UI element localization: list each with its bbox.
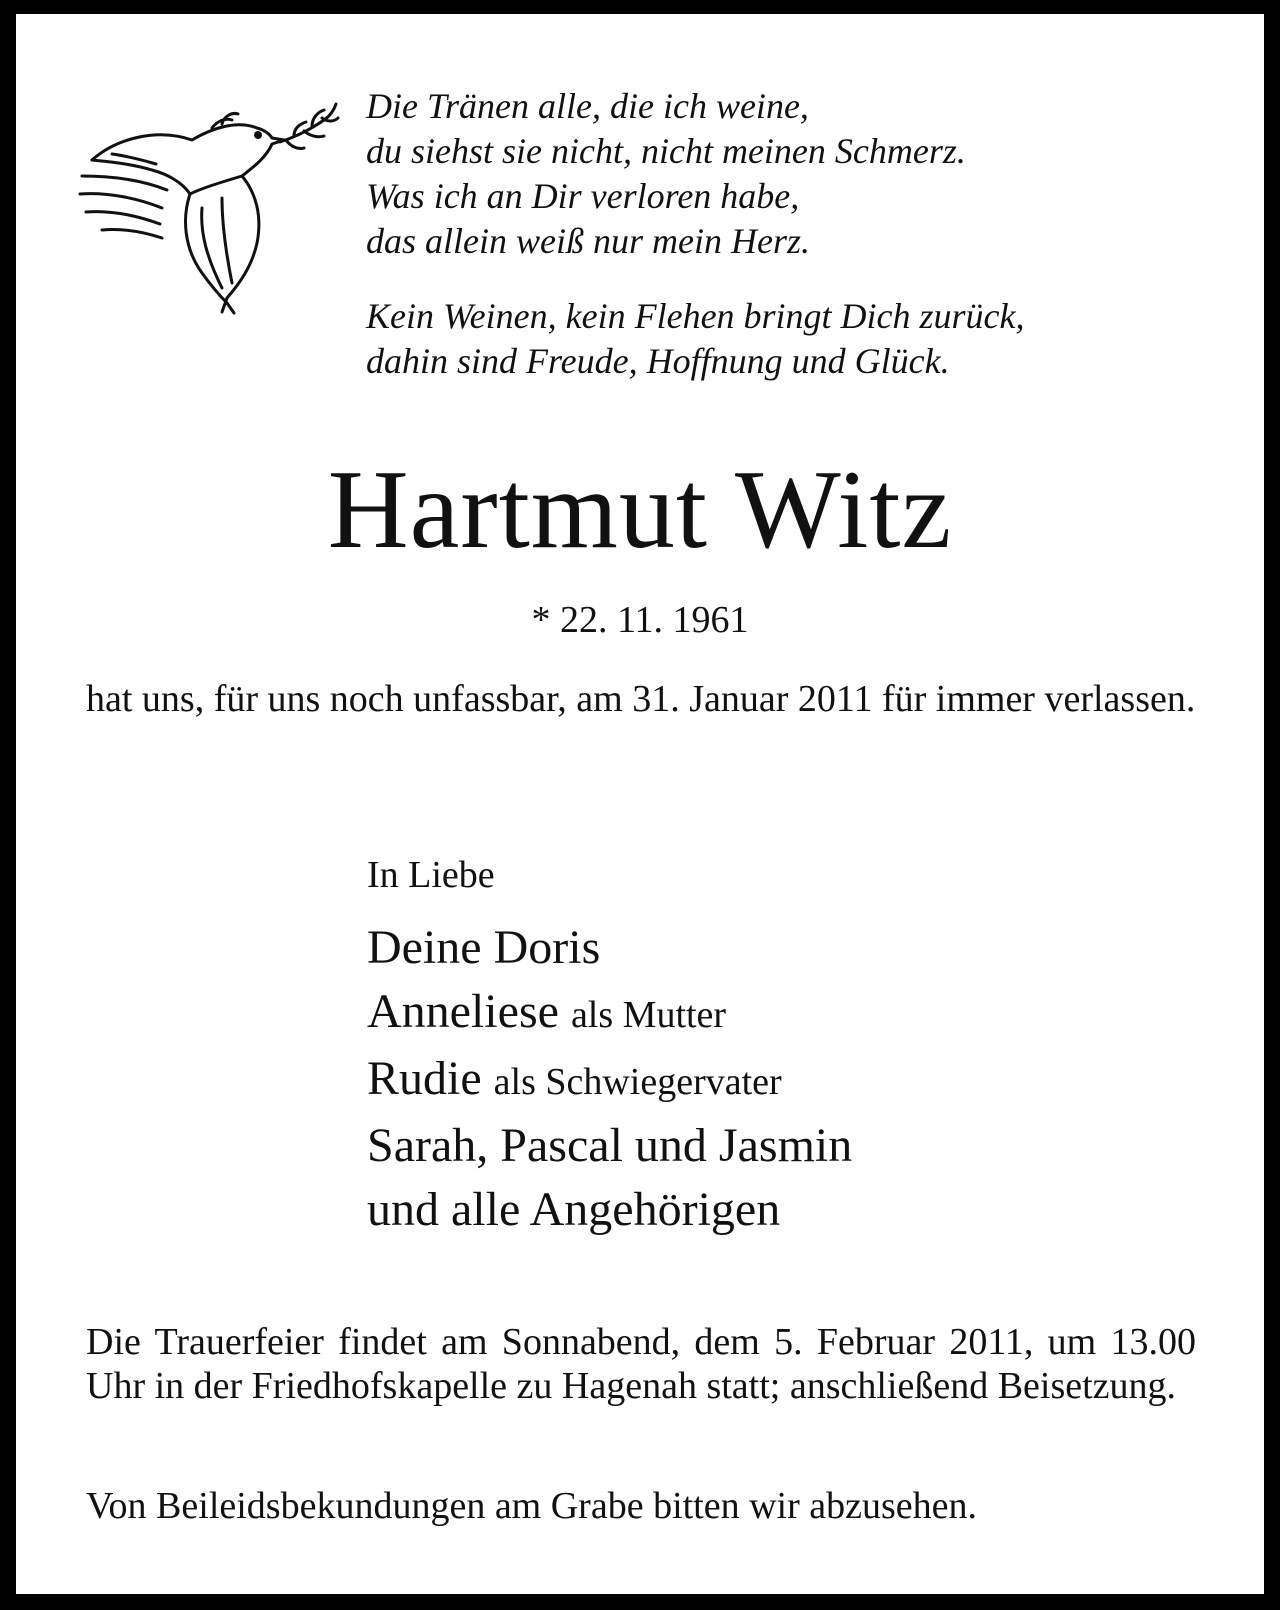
poem-line: Kein Weinen, kein Flehen bringt Dich zurück, — [366, 296, 1025, 336]
poem-line: du siehst sie nicht, nicht meinen Schmerz. — [366, 131, 966, 171]
condolence-notice: Von Beileidsbekundungen am Grabe bitten wir abzusehen. — [86, 1485, 978, 1527]
family-member — [367, 916, 852, 980]
deceased-name: Hartmut Witz — [327, 448, 953, 572]
family-member — [367, 1047, 852, 1114]
family-member-name: Sarah, Pascal und Jasmin — [367, 1119, 853, 1172]
family-member — [367, 1178, 852, 1242]
dove-with-olive-branch-icon — [72, 98, 342, 318]
family-member-relation: als Mutter — [570, 994, 727, 1036]
memorial-poem — [366, 84, 1216, 384]
family-member-name: Anneliese — [367, 985, 559, 1038]
poem-line: dahin sind Freude, Hoffnung und Glück. — [366, 341, 950, 381]
funeral-notice: Die Trauerfeier findet am Sonnabend, dem 5. Februar 2011, um 13.00 Uhr in der Friedhofskapelle zu Hagenah statt; anschließend Beisetzung. — [86, 1321, 1196, 1407]
birth-date: * 22. 11. 1961 — [531, 599, 749, 641]
family-intro: In Liebe — [367, 854, 495, 896]
poem-line: Was ich an Dir verloren habe, — [366, 176, 800, 216]
poem-line: das allein weiß nur mein Herz. — [366, 221, 810, 261]
family-member-name: Rudie — [367, 1052, 482, 1105]
family-signature — [367, 852, 852, 1242]
poem-line: Die Tränen alle, die ich weine, — [366, 86, 809, 126]
family-member-relation: als Schwiegervater — [493, 1061, 782, 1103]
family-member-name: und alle Angehörigen — [367, 1183, 781, 1236]
passing-message: hat uns, für uns noch unfassbar, am 31. Januar 2011 für immer verlassen. — [86, 678, 1196, 720]
family-member-name: Deine Doris — [367, 921, 601, 974]
family-member — [367, 1114, 852, 1178]
family-member — [367, 980, 852, 1047]
